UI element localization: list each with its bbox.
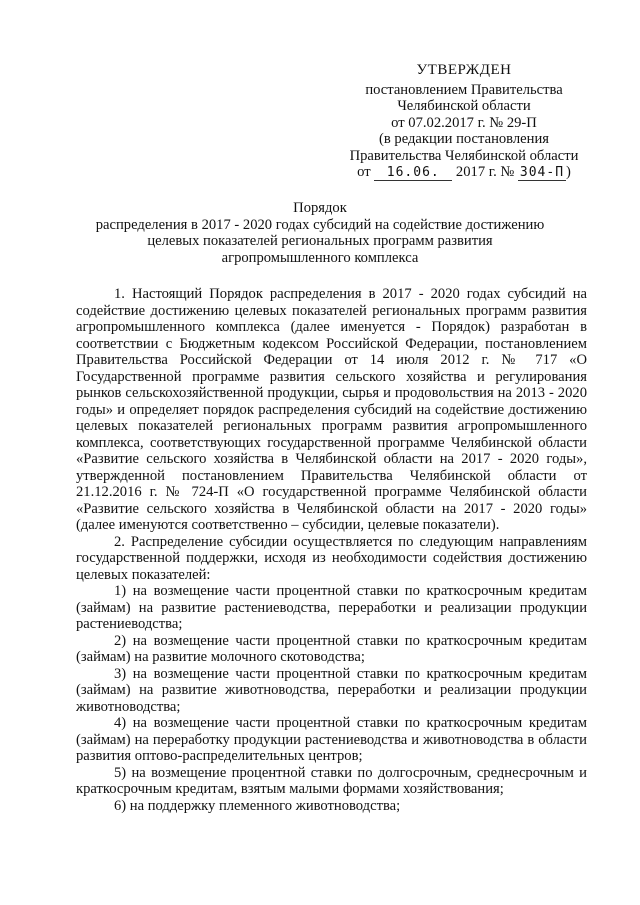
approval-stamp bbox=[330, 62, 598, 181]
title-line-4: агропромышленного комплекса bbox=[221, 249, 419, 266]
closing-paren: ) bbox=[565, 164, 571, 180]
paragraph: 2. Распределение субсидии осуществляется по следующим направлениям государственной поддержки, исходя из необходимости содействия достижению целевых показателей: bbox=[76, 533, 587, 583]
approval-line-1: постановлением Правительства bbox=[365, 81, 563, 98]
approval-line-5: Правительства Челябинской области bbox=[349, 147, 579, 164]
title-line-2: распределения в 2017 - 2020 годах субсидий на содействие достижению bbox=[95, 216, 545, 233]
document-title bbox=[60, 200, 580, 266]
paragraph: 5) на возмещение процентной ставки по долгосрочным, среднесрочным и краткосрочным кредитам, взятым малыми формами хозяйствования; bbox=[76, 764, 587, 797]
approval-year: 2017 г. № bbox=[455, 164, 515, 180]
approval-line-3: от 07.02.2017 г. № 29-П bbox=[391, 114, 537, 131]
approval-date-prefix: от bbox=[357, 164, 371, 180]
paragraph: 1. Настоящий Порядок распределения в 2017 - 2020 годах субсидий на содействие достижению целевых показателей региональных программ развития агропромышленного комплекса (далее именуется - Порядок) разработан в соответствии с Бюджетным кодексом Российской Федерации, постановлением Правительства Российской Федерации от 14 июля 2012 г. № 717 «О Государственной программе развития сельского хозяйства и регулирования рынков сельскохозяйственной продукции, сырья и продовольствия на 2013 - 2020 годы» и определяет порядок распределения субсидий на содействие достижению целевых показателей региональных программ развития агропромышленного комплекса, соответствующих государственной программе Челябинской области «Развитие сельского хозяйства в Челябинской области на 2017 - 2020 годы», утвержденной постановлением Правительства Челябинской области от 21.12.2016 г. № 724-П «О государственной программе Челябинской области «Развитие сельского хозяйства в Челябинской области на 2017 - 2020 годы» (далее именуются соответственно – субсидии, целевые показатели). bbox=[76, 286, 587, 533]
paragraph: 6) на поддержку племенного животноводства; bbox=[114, 797, 401, 814]
paragraph: 2) на возмещение части процентной ставки по краткосрочным кредитам (займам) на развитие молочного скотоводства; bbox=[76, 632, 587, 665]
approval-line-6 bbox=[330, 164, 598, 181]
handwritten-date: 16.06. bbox=[374, 166, 452, 181]
approval-line-4: (в редакции постановления bbox=[379, 131, 549, 147]
handwritten-number: 304-П bbox=[519, 165, 565, 180]
title-line-1: Порядок bbox=[293, 200, 347, 216]
approval-heading: УТВЕРЖДЕН bbox=[416, 62, 512, 78]
paragraph: 1) на возмещение части процентной ставки по краткосрочным кредитам (займам) на развитие растениеводства, переработки и реализации продукции растениеводства; bbox=[76, 583, 587, 632]
title-line-3: целевых показателей региональных программ развития bbox=[147, 233, 493, 249]
document-body bbox=[76, 286, 587, 814]
paragraph: 4) на возмещение части процентной ставки по краткосрочным кредитам (займам) на переработку продукции растениеводства и животноводства в области развития оптово-распределительных центров; bbox=[76, 715, 587, 764]
approval-line-2: Челябинской области bbox=[397, 98, 531, 114]
paragraph: 3) на возмещение части процентной ставки по краткосрочным кредитам (займам) на развитие животноводства, переработки и реализации продукции животноводства; bbox=[76, 665, 587, 715]
